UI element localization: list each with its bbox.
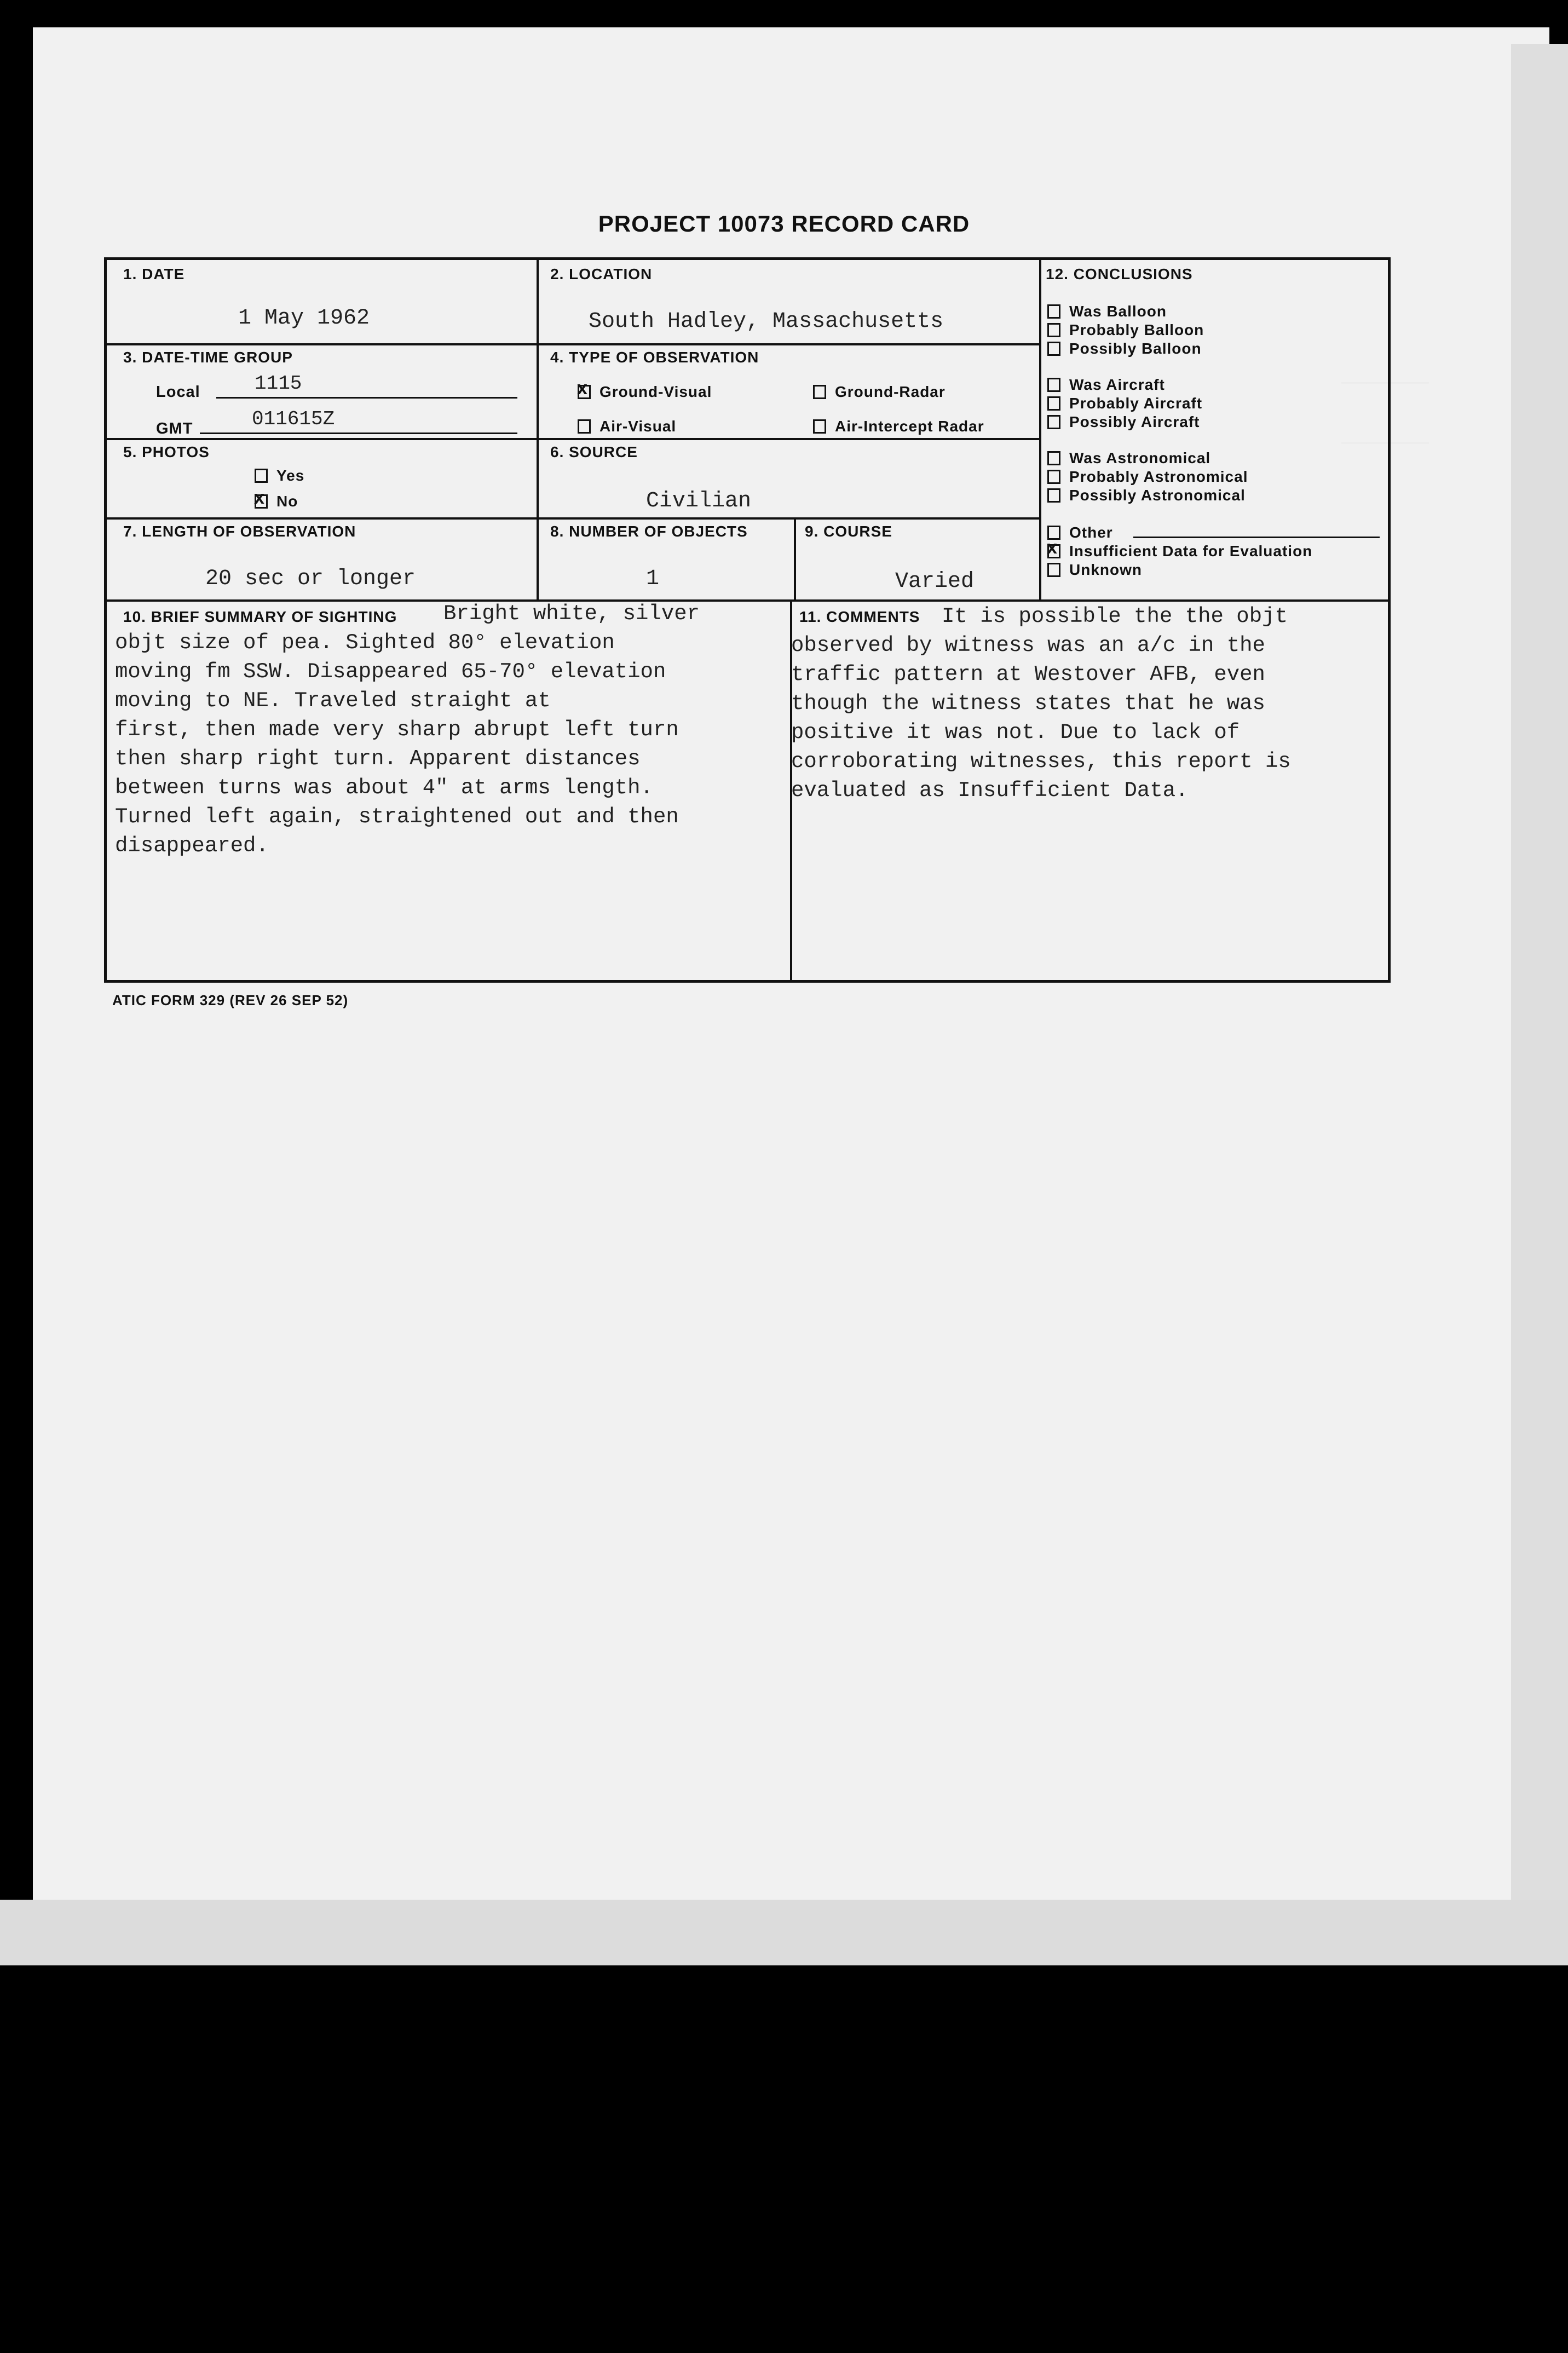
observation-ground-radar: Ground-Radar bbox=[813, 383, 946, 401]
num-objects-value: 1 bbox=[646, 567, 660, 591]
page-title: PROJECT 10073 RECORD CARD bbox=[598, 211, 970, 237]
conclusion-probably-balloon: Probably Balloon bbox=[1047, 321, 1204, 339]
checkbox-icon bbox=[578, 419, 591, 434]
photos-no: xNo bbox=[255, 493, 298, 510]
conclusion-other: Other bbox=[1047, 524, 1113, 541]
checkbox-icon bbox=[1047, 304, 1060, 319]
course-label: 9. COURSE bbox=[805, 523, 892, 540]
local-underline bbox=[216, 397, 517, 399]
num-objects-label: 8. NUMBER OF OBJECTS bbox=[550, 523, 748, 540]
form-footer: ATIC FORM 329 (REV 26 SEP 52) bbox=[112, 992, 349, 1008]
conclusion-probably-aircraft: Probably Aircraft bbox=[1047, 395, 1202, 412]
comments-line: It is possible the the objt bbox=[942, 604, 1288, 628]
paper-lower-strip bbox=[0, 1900, 1568, 1965]
observation-air-intercept-radar: Air-Intercept Radar bbox=[813, 418, 984, 435]
checkbox-icon bbox=[1047, 488, 1060, 503]
source-value: Civilian bbox=[646, 489, 752, 514]
checkbox-icon bbox=[578, 385, 591, 399]
grid-line bbox=[794, 517, 796, 599]
checkbox-icon bbox=[813, 419, 826, 434]
date-value: 1 May 1962 bbox=[238, 306, 370, 331]
checkbox-icon bbox=[1047, 451, 1060, 465]
conclusions-label: 12. CONCLUSIONS bbox=[1046, 266, 1193, 282]
photos-label: 5. PHOTOS bbox=[123, 443, 210, 460]
summary-line: disappeared. bbox=[115, 834, 269, 858]
other-underline bbox=[1133, 537, 1380, 538]
local-value: 1115 bbox=[255, 372, 302, 395]
gmt-underline bbox=[200, 432, 517, 434]
conclusion-was-balloon: Was Balloon bbox=[1047, 303, 1167, 320]
course-value: Varied bbox=[895, 569, 975, 594]
conclusion-insufficient-data: xInsufficient Data for Evaluation bbox=[1047, 543, 1312, 560]
summary-line: Turned left again, straightened out and then bbox=[115, 805, 679, 829]
observation-type-label: 4. TYPE OF OBSERVATION bbox=[550, 349, 759, 366]
grid-line bbox=[1039, 260, 1041, 599]
grid-line bbox=[107, 517, 1039, 520]
photos-yes: Yes bbox=[255, 467, 304, 485]
conclusion-probably-astronomical: Probably Astronomical bbox=[1047, 468, 1248, 486]
checkbox-icon bbox=[1047, 342, 1060, 356]
length-value: 20 sec or longer bbox=[205, 567, 416, 591]
date-label: 1. DATE bbox=[123, 266, 185, 282]
comments-line: observed by witness was an a/c in the bbox=[791, 633, 1265, 658]
summary-line: first, then made very sharp abrupt left turn bbox=[115, 718, 679, 742]
checkbox-icon bbox=[1047, 323, 1060, 337]
checkbox-icon bbox=[255, 494, 268, 509]
summary-label: 10. BRIEF SUMMARY OF SIGHTING bbox=[123, 608, 397, 625]
checkbox-icon bbox=[255, 469, 268, 483]
comments-line: evaluated as Insufficient Data. bbox=[791, 778, 1189, 803]
grid-line bbox=[107, 599, 1388, 602]
checkbox-icon bbox=[1047, 544, 1060, 558]
summary-line: objt size of pea. Sighted 80° elevation bbox=[115, 631, 615, 655]
paper-edge bbox=[1511, 44, 1568, 1960]
grid-line bbox=[107, 343, 1039, 345]
checkbox-icon bbox=[1047, 563, 1060, 577]
summary-line: moving fm SSW. Disappeared 65-70° elevation bbox=[115, 660, 666, 684]
summary-line: then sharp right turn. Apparent distances bbox=[115, 747, 641, 771]
checkbox-icon bbox=[1047, 415, 1060, 429]
checkbox-icon bbox=[1047, 378, 1060, 392]
observation-ground-visual: xGround-Visual bbox=[578, 383, 712, 401]
gmt-label: GMT bbox=[156, 420, 193, 437]
local-label: Local bbox=[156, 383, 200, 401]
location-label: 2. LOCATION bbox=[550, 266, 653, 282]
location-value: South Hadley, Massachusetts bbox=[589, 309, 944, 334]
summary-line: Bright white, silver bbox=[443, 602, 700, 626]
comments-line: corroborating witnesses, this report is bbox=[791, 749, 1291, 774]
checkbox-icon bbox=[1047, 396, 1060, 411]
dtg-label: 3. DATE-TIME GROUP bbox=[123, 349, 293, 366]
comments-line: traffic pattern at Westover AFB, even bbox=[791, 662, 1265, 687]
grid-line bbox=[107, 438, 1039, 440]
comments-label: 11. COMMENTS bbox=[799, 608, 920, 625]
conclusion-was-astronomical: Was Astronomical bbox=[1047, 449, 1210, 467]
checkbox-icon bbox=[813, 385, 826, 399]
bleed-through-text: ─────── bbox=[1341, 372, 1429, 396]
conclusion-unknown: Unknown bbox=[1047, 561, 1142, 579]
record-card bbox=[104, 257, 1391, 983]
summary-line: moving to NE. Traveled straight at bbox=[115, 689, 551, 713]
comments-line: though the witness states that he was bbox=[791, 691, 1265, 716]
summary-line: between turns was about 4" at arms length. bbox=[115, 776, 653, 800]
gmt-value: 011615Z bbox=[252, 408, 335, 430]
length-label: 7. LENGTH OF OBSERVATION bbox=[123, 523, 356, 540]
bleed-through-text: ─────── bbox=[1341, 432, 1429, 456]
comments-line: positive it was not. Due to lack of bbox=[791, 720, 1240, 745]
conclusion-was-aircraft: Was Aircraft bbox=[1047, 376, 1165, 394]
conclusion-possibly-aircraft: Possibly Aircraft bbox=[1047, 413, 1200, 431]
checkbox-icon bbox=[1047, 470, 1060, 484]
observation-air-visual: Air-Visual bbox=[578, 418, 676, 435]
conclusion-possibly-balloon: Possibly Balloon bbox=[1047, 340, 1202, 357]
conclusion-possibly-astronomical: Possibly Astronomical bbox=[1047, 487, 1246, 504]
grid-line bbox=[537, 260, 539, 599]
source-label: 6. SOURCE bbox=[550, 443, 638, 460]
